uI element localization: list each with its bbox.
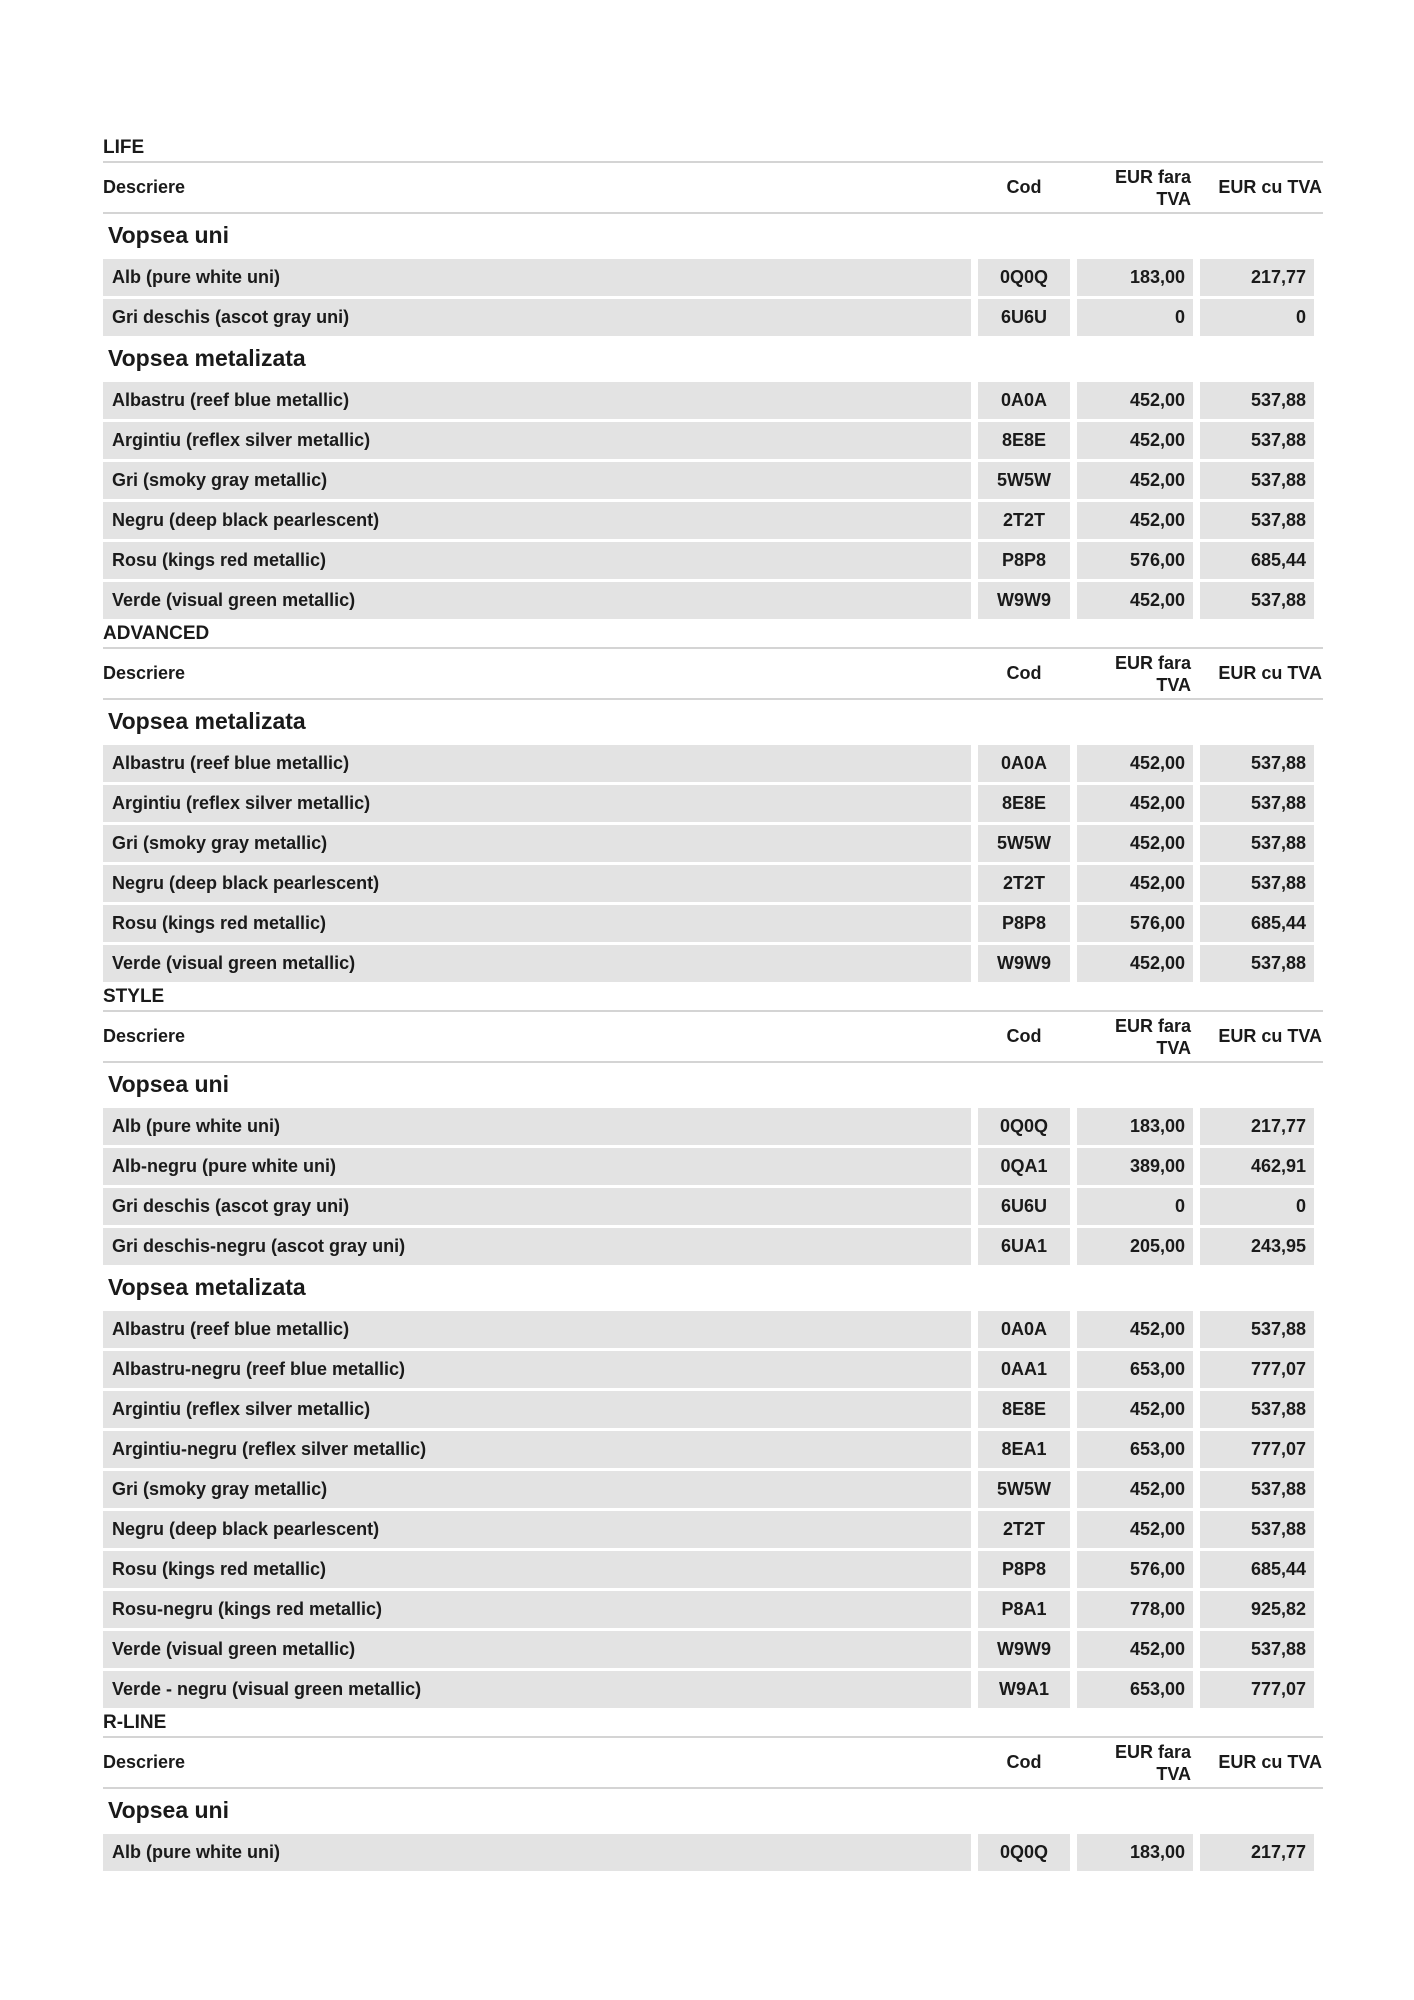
cell-descriere: Alb (pure white uni) <box>103 1834 971 1871</box>
cell-cod: W9W9 <box>978 582 1070 619</box>
cell-eur-cu-tva: 0 <box>1200 1188 1314 1225</box>
table-row <box>103 1469 1323 1509</box>
table-row <box>103 943 1323 983</box>
table-row <box>103 580 1323 620</box>
cell-cod: P8P8 <box>978 905 1070 942</box>
cell-eur-fara-tva: 452,00 <box>1077 945 1193 982</box>
cell-eur-fara-tva: 205,00 <box>1077 1228 1193 1265</box>
cell-descriere: Alb (pure white uni) <box>103 259 971 296</box>
cell-descriere: Rosu (kings red metallic) <box>103 905 971 942</box>
table-row <box>103 1589 1323 1629</box>
cell-descriere: Gri deschis (ascot gray uni) <box>103 299 971 336</box>
cell-eur-fara-tva: 452,00 <box>1077 865 1193 902</box>
table-header <box>103 1010 1323 1063</box>
cell-cod: P8P8 <box>978 542 1070 579</box>
cell-eur-fara-tva: 576,00 <box>1077 1551 1193 1588</box>
group-title: Vopsea metalizata <box>108 708 306 734</box>
cell-cod: 0A0A <box>978 382 1070 419</box>
cell-eur-cu-tva: 537,88 <box>1200 865 1314 902</box>
cell-cod: 0QA1 <box>978 1148 1070 1185</box>
table-row <box>103 1146 1323 1186</box>
cell-cod: 0Q0Q <box>978 259 1070 296</box>
cell-cod: W9W9 <box>978 1631 1070 1668</box>
cell-descriere: Negru (deep black pearlescent) <box>103 865 971 902</box>
cell-eur-fara-tva: 452,00 <box>1077 785 1193 822</box>
header-eur-cu-tva: EUR cu TVA <box>1218 177 1322 197</box>
cell-descriere: Verde (visual green metallic) <box>103 1631 971 1668</box>
cell-cod: 0Q0Q <box>978 1834 1070 1871</box>
cell-eur-cu-tva: 537,88 <box>1200 785 1314 822</box>
cell-cod: 8E8E <box>978 1391 1070 1428</box>
table-row <box>103 540 1323 580</box>
cell-cod: P8A1 <box>978 1591 1070 1628</box>
cell-eur-cu-tva: 243,95 <box>1200 1228 1314 1265</box>
table-row <box>103 823 1323 863</box>
cell-eur-cu-tva: 462,91 <box>1200 1148 1314 1185</box>
cell-eur-fara-tva: 0 <box>1077 299 1193 336</box>
cell-descriere: Alb (pure white uni) <box>103 1108 971 1145</box>
section-title: STYLE <box>103 986 165 1007</box>
group-title: Vopsea uni <box>108 1797 229 1823</box>
cell-eur-cu-tva: 537,88 <box>1200 1631 1314 1668</box>
cell-eur-fara-tva: 576,00 <box>1077 905 1193 942</box>
cell-eur-cu-tva: 925,82 <box>1200 1591 1314 1628</box>
header-eur-cu-tva: EUR cu TVA <box>1218 1026 1322 1046</box>
table-row <box>103 903 1323 943</box>
table-row <box>103 1226 1323 1266</box>
cell-eur-fara-tva: 452,00 <box>1077 1631 1193 1668</box>
group-title: Vopsea metalizata <box>108 345 306 371</box>
cell-descriere: Negru (deep black pearlescent) <box>103 1511 971 1548</box>
cell-eur-cu-tva: 537,88 <box>1200 462 1314 499</box>
header-eur-fara-tva: EUR fara TVA <box>1114 1741 1191 1784</box>
table-row <box>103 1549 1323 1589</box>
cell-eur-fara-tva: 183,00 <box>1077 1834 1193 1871</box>
cell-cod: W9W9 <box>978 945 1070 982</box>
cell-eur-fara-tva: 653,00 <box>1077 1431 1193 1468</box>
cell-cod: W9A1 <box>978 1671 1070 1708</box>
cell-descriere: Gri (smoky gray metallic) <box>103 1471 971 1508</box>
section-title: R-LINE <box>103 1712 167 1733</box>
cell-descriere: Albastru (reef blue metallic) <box>103 745 971 782</box>
cell-eur-cu-tva: 537,88 <box>1200 1471 1314 1508</box>
cell-descriere: Alb-negru (pure white uni) <box>103 1148 971 1185</box>
cell-eur-cu-tva: 777,07 <box>1200 1431 1314 1468</box>
table-row <box>103 297 1323 337</box>
table-row <box>103 1832 1323 1872</box>
cell-descriere: Verde (visual green metallic) <box>103 582 971 619</box>
cell-eur-cu-tva: 537,88 <box>1200 825 1314 862</box>
trim-section <box>103 983 1323 1709</box>
cell-eur-fara-tva: 653,00 <box>1077 1671 1193 1708</box>
table-row <box>103 783 1323 823</box>
group-title: Vopsea metalizata <box>108 1274 306 1300</box>
cell-cod: 8E8E <box>978 422 1070 459</box>
cell-eur-fara-tva: 183,00 <box>1077 1108 1193 1145</box>
cell-cod: P8P8 <box>978 1551 1070 1588</box>
cell-eur-cu-tva: 217,77 <box>1200 259 1314 296</box>
cell-eur-cu-tva: 685,44 <box>1200 905 1314 942</box>
cell-eur-fara-tva: 576,00 <box>1077 542 1193 579</box>
cell-descriere: Gri (smoky gray metallic) <box>103 825 971 862</box>
table-row <box>103 420 1323 460</box>
group-title: Vopsea uni <box>108 1071 229 1097</box>
cell-eur-fara-tva: 778,00 <box>1077 1591 1193 1628</box>
cell-cod: 6U6U <box>978 299 1070 336</box>
header-eur-fara-tva: EUR fara TVA <box>1114 1015 1191 1058</box>
cell-cod: 6U6U <box>978 1188 1070 1225</box>
cell-cod: 0AA1 <box>978 1351 1070 1388</box>
table-row <box>103 500 1323 540</box>
cell-descriere: Argintiu-negru (reflex silver metallic) <box>103 1431 971 1468</box>
cell-eur-fara-tva: 0 <box>1077 1188 1193 1225</box>
table-row <box>103 380 1323 420</box>
cell-eur-cu-tva: 537,88 <box>1200 422 1314 459</box>
table-header <box>103 161 1323 214</box>
cell-descriere: Albastru-negru (reef blue metallic) <box>103 1351 971 1388</box>
cell-cod: 8EA1 <box>978 1431 1070 1468</box>
cell-cod: 0Q0Q <box>978 1108 1070 1145</box>
cell-cod: 8E8E <box>978 785 1070 822</box>
cell-descriere: Negru (deep black pearlescent) <box>103 502 971 539</box>
cell-eur-cu-tva: 777,07 <box>1200 1351 1314 1388</box>
cell-eur-fara-tva: 452,00 <box>1077 422 1193 459</box>
trim-section <box>103 134 1323 620</box>
table-row <box>103 460 1323 500</box>
table-row <box>103 743 1323 783</box>
cell-descriere: Gri deschis (ascot gray uni) <box>103 1188 971 1225</box>
cell-eur-cu-tva: 537,88 <box>1200 502 1314 539</box>
cell-descriere: Albastru (reef blue metallic) <box>103 382 971 419</box>
table-header <box>103 647 1323 700</box>
cell-cod: 2T2T <box>978 865 1070 902</box>
cell-eur-cu-tva: 537,88 <box>1200 745 1314 782</box>
cell-cod: 5W5W <box>978 1471 1070 1508</box>
header-descriere: Descriere <box>103 177 186 197</box>
cell-descriere: Rosu (kings red metallic) <box>103 1551 971 1588</box>
cell-eur-fara-tva: 452,00 <box>1077 582 1193 619</box>
cell-eur-fara-tva: 452,00 <box>1077 1311 1193 1348</box>
cell-cod: 5W5W <box>978 825 1070 862</box>
cell-eur-cu-tva: 537,88 <box>1200 1511 1314 1548</box>
cell-eur-cu-tva: 537,88 <box>1200 1311 1314 1348</box>
cell-eur-cu-tva: 537,88 <box>1200 382 1314 419</box>
cell-cod: 0A0A <box>978 1311 1070 1348</box>
cell-eur-cu-tva: 777,07 <box>1200 1671 1314 1708</box>
cell-eur-fara-tva: 452,00 <box>1077 825 1193 862</box>
cell-descriere: Argintiu (reflex silver metallic) <box>103 785 971 822</box>
table-row <box>103 1186 1323 1226</box>
header-descriere: Descriere <box>103 663 186 683</box>
cell-descriere: Argintiu (reflex silver metallic) <box>103 422 971 459</box>
section-title: ADVANCED <box>103 623 210 644</box>
table-row <box>103 1106 1323 1146</box>
cell-eur-fara-tva: 389,00 <box>1077 1148 1193 1185</box>
header-cod: Cod <box>1006 1752 1042 1772</box>
cell-cod: 0A0A <box>978 745 1070 782</box>
cell-descriere: Albastru (reef blue metallic) <box>103 1311 971 1348</box>
trim-section <box>103 620 1323 983</box>
cell-eur-fara-tva: 183,00 <box>1077 259 1193 296</box>
cell-cod: 5W5W <box>978 462 1070 499</box>
cell-descriere: Rosu (kings red metallic) <box>103 542 971 579</box>
header-eur-cu-tva: EUR cu TVA <box>1218 1752 1322 1772</box>
header-cod: Cod <box>1006 663 1042 683</box>
table-row <box>103 863 1323 903</box>
cell-eur-fara-tva: 653,00 <box>1077 1351 1193 1388</box>
cell-eur-cu-tva: 685,44 <box>1200 1551 1314 1588</box>
table-header <box>103 1736 1323 1789</box>
cell-eur-fara-tva: 452,00 <box>1077 382 1193 419</box>
table-row <box>103 257 1323 297</box>
cell-eur-cu-tva: 217,77 <box>1200 1108 1314 1145</box>
price-document <box>103 134 1323 1872</box>
cell-eur-cu-tva: 537,88 <box>1200 1391 1314 1428</box>
cell-descriere: Argintiu (reflex silver metallic) <box>103 1391 971 1428</box>
cell-eur-cu-tva: 217,77 <box>1200 1834 1314 1871</box>
table-row <box>103 1349 1323 1389</box>
group-title: Vopsea uni <box>108 222 229 248</box>
cell-eur-fara-tva: 452,00 <box>1077 1511 1193 1548</box>
header-eur-fara-tva: EUR fara TVA <box>1114 652 1191 695</box>
cell-descriere: Gri deschis-negru (ascot gray uni) <box>103 1228 971 1265</box>
cell-eur-fara-tva: 452,00 <box>1077 1391 1193 1428</box>
cell-descriere: Gri (smoky gray metallic) <box>103 462 971 499</box>
header-cod: Cod <box>1006 1026 1042 1046</box>
table-row <box>103 1509 1323 1549</box>
cell-descriere: Verde (visual green metallic) <box>103 945 971 982</box>
header-cod: Cod <box>1006 177 1042 197</box>
cell-eur-cu-tva: 685,44 <box>1200 542 1314 579</box>
cell-eur-cu-tva: 537,88 <box>1200 582 1314 619</box>
header-descriere: Descriere <box>103 1026 186 1046</box>
table-row <box>103 1629 1323 1669</box>
table-row <box>103 1309 1323 1349</box>
table-row <box>103 1389 1323 1429</box>
cell-eur-fara-tva: 452,00 <box>1077 462 1193 499</box>
header-eur-cu-tva: EUR cu TVA <box>1218 663 1322 683</box>
cell-cod: 2T2T <box>978 502 1070 539</box>
cell-eur-fara-tva: 452,00 <box>1077 745 1193 782</box>
header-descriere: Descriere <box>103 1752 186 1772</box>
cell-eur-fara-tva: 452,00 <box>1077 502 1193 539</box>
cell-descriere: Verde - negru (visual green metallic) <box>103 1671 971 1708</box>
cell-cod: 6UA1 <box>978 1228 1070 1265</box>
section-title: LIFE <box>103 137 145 158</box>
cell-descriere: Rosu-negru (kings red metallic) <box>103 1591 971 1628</box>
table-row <box>103 1429 1323 1469</box>
cell-cod: 2T2T <box>978 1511 1070 1548</box>
table-row <box>103 1669 1323 1709</box>
cell-eur-fara-tva: 452,00 <box>1077 1471 1193 1508</box>
cell-eur-cu-tva: 0 <box>1200 299 1314 336</box>
header-eur-fara-tva: EUR fara TVA <box>1114 166 1191 209</box>
cell-eur-cu-tva: 537,88 <box>1200 945 1314 982</box>
trim-section <box>103 1709 1323 1872</box>
